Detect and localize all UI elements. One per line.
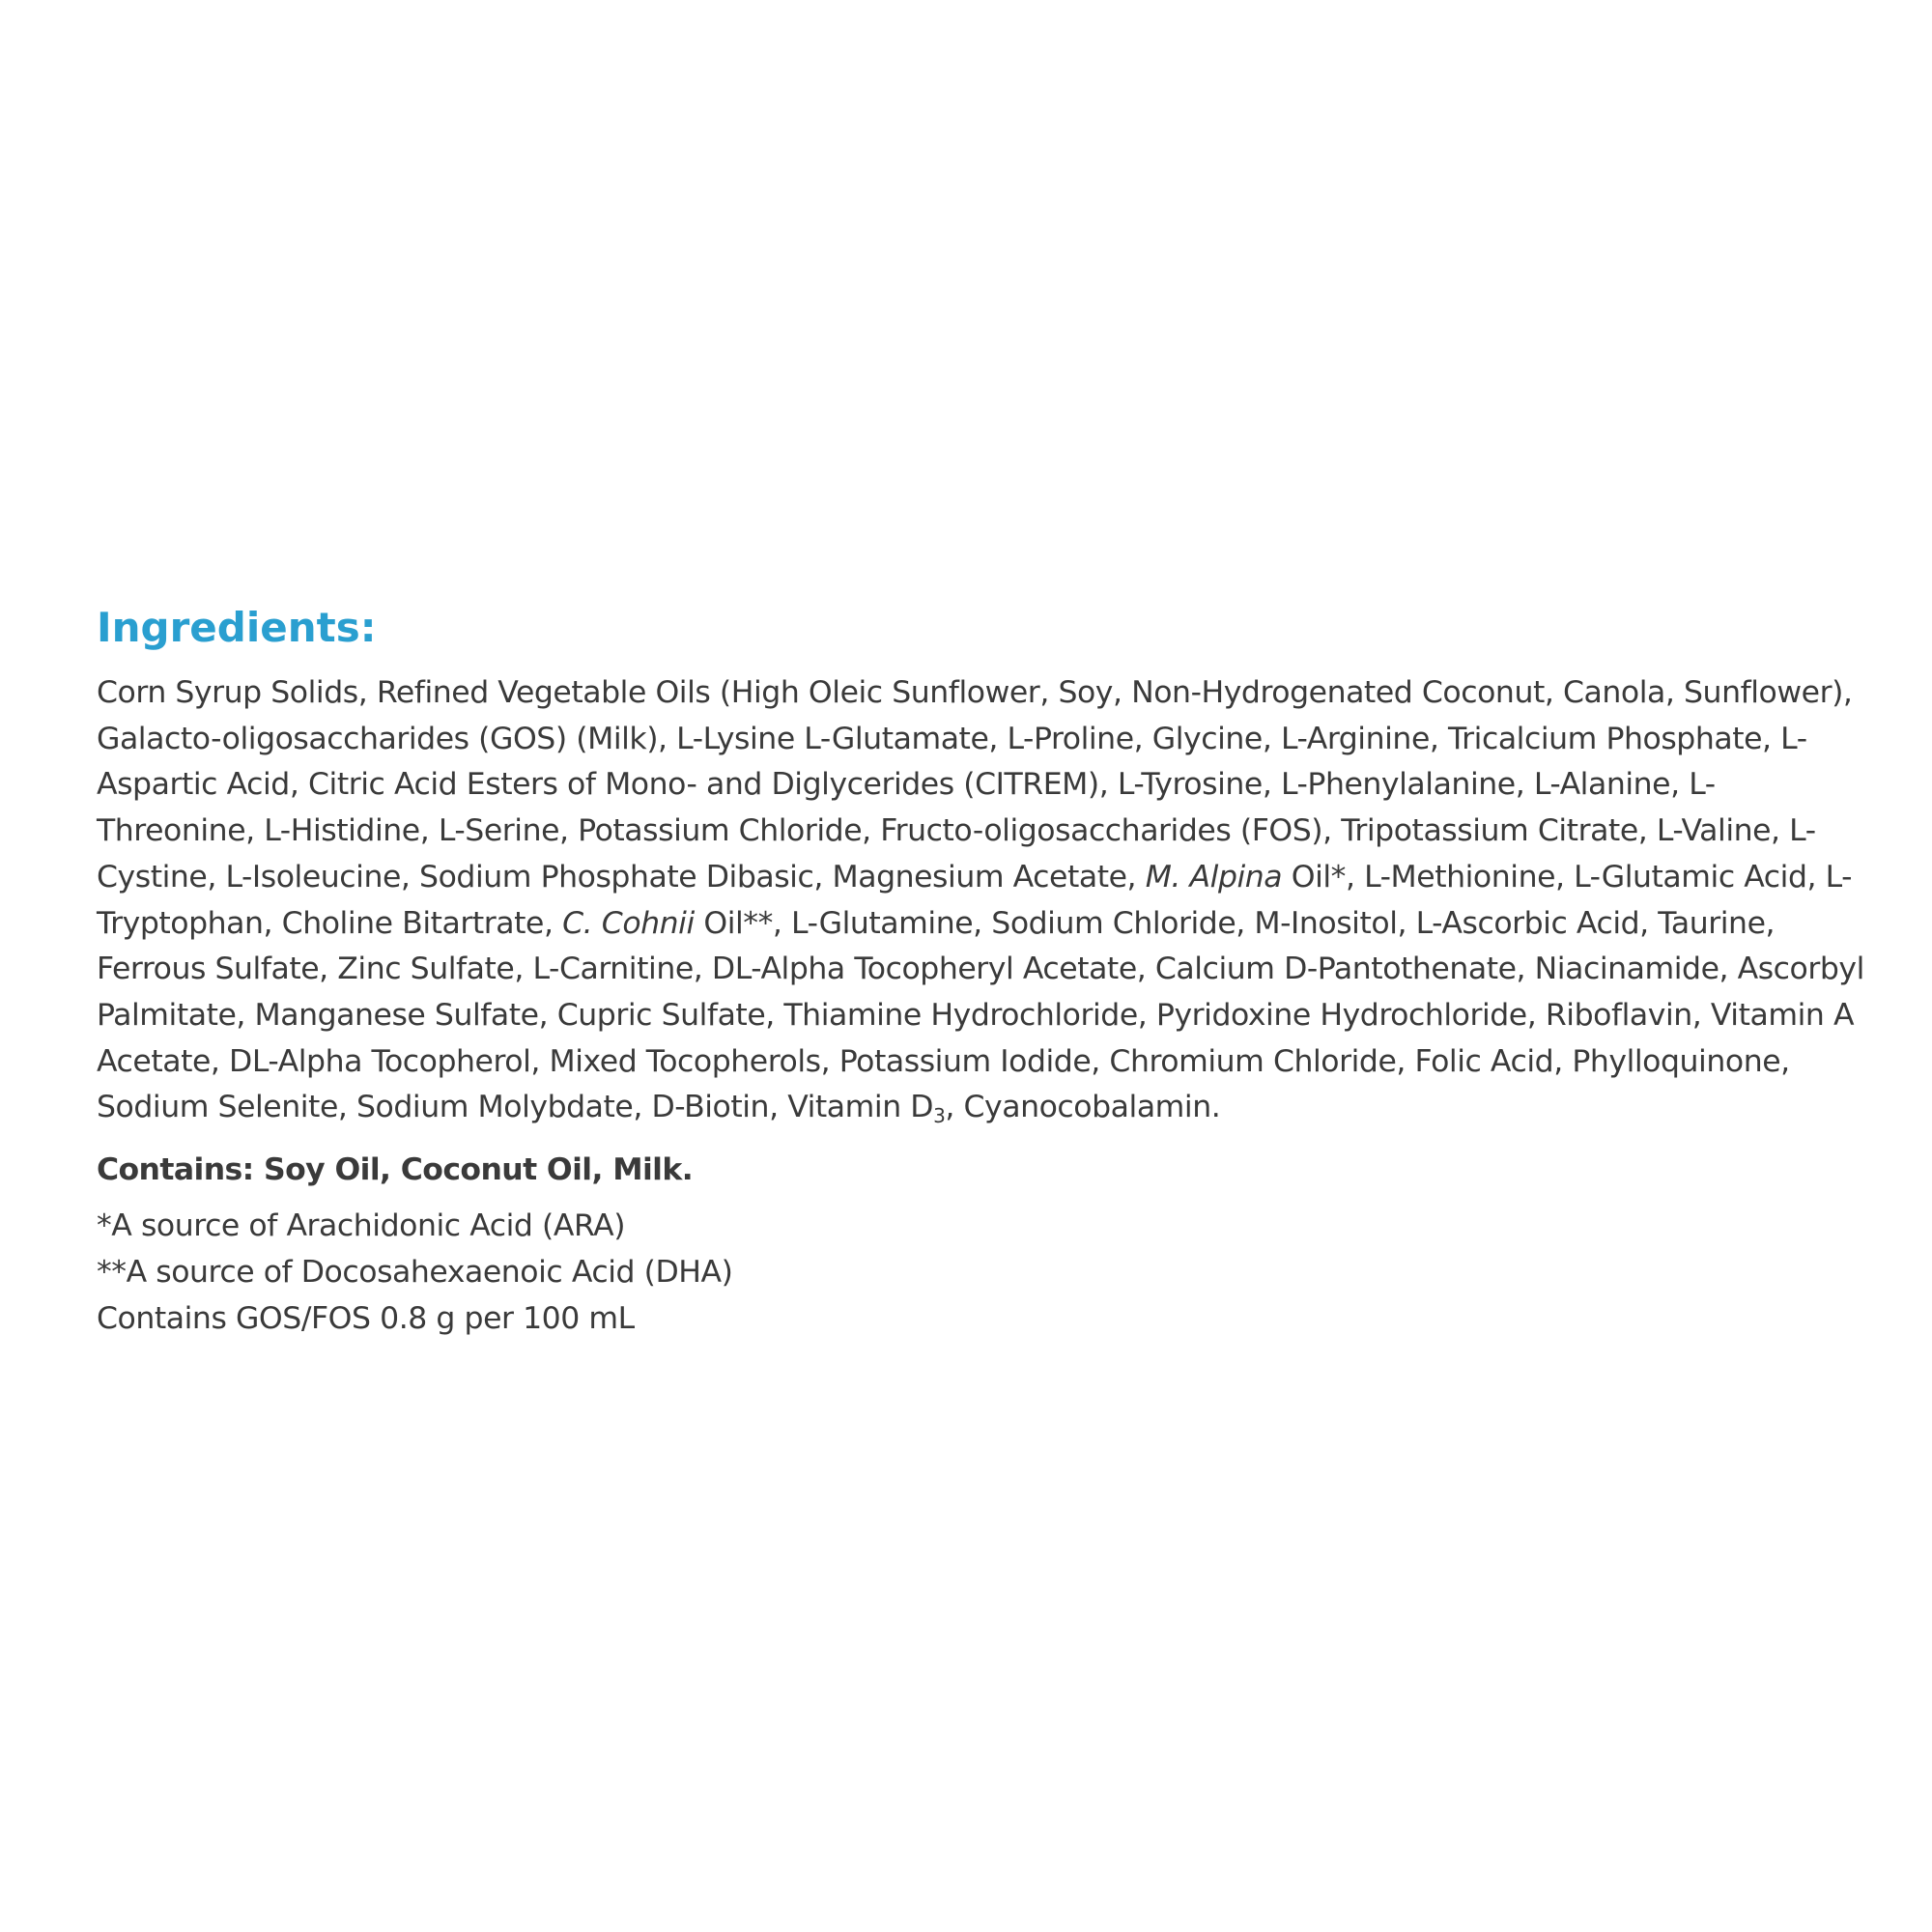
ingredients-text-part-4: , Cyanocobalamin. <box>945 1090 1221 1125</box>
ingredients-list <box>97 670 1864 1131</box>
ingredients-panel <box>97 601 1864 1342</box>
ingredients-text-part-2: Oil*, L-Methionine, L-Glutamic Acid, L-Tryptophan, Choline Bitartrate, <box>97 859 1853 941</box>
footnote-ara: *A source of Arachidonic Acid (ARA) <box>97 1208 626 1244</box>
footnote-dha: **A source of Docosahexaenoic Acid (DHA) <box>97 1255 733 1291</box>
ingredients-text-part-3: Oil**, L-Glutamine, Sodium Chloride, M-Inositol, L-Ascorbic Acid, Taurine, Ferrous Sulfate, Zinc Sulfate, L-Carnitine, DL-Alpha Tocopheryl Acetate, Calcium D-Pantothenate, Niacinamide, Ascorbyl Palmitate, Manganese Sulfate, Cupric Sulfate, Thiamine Hydrochloride, Pyridoxine Hydrochloride, Riboflavin, Vitamin A Acetate, DL-Alpha Tocopherol, Mixed Tocopherols, Potassium Iodide, Chromium Chloride, Folic Acid, Phylloquinone, Sodium Selenite, Sodium Molybdate, D-Biotin, Vitamin D <box>97 905 1864 1125</box>
vitamin-d-subscript: 3 <box>933 1104 946 1128</box>
c-cohnii-name: C. Cohnii <box>562 905 695 941</box>
ingredients-text-part-1: Corn Syrup Solids, Refined Vegetable Oils (High Oleic Sunflower, Soy, Non-Hydrogenated Coconut, Canola, Sunflower), Galacto-oligosaccharides (GOS) (Milk), L-Lysine L-Glutamate, L-Proline, Glycine, L-Arginine, Tricalcium Phosphate, L-Aspartic Acid, Citric Acid Esters of Mono- and Diglycerides (CITREM), L-Tyrosine, L-Phenylalanine, L-Alanine, L-Threonine, L-Histidine, L-Serine, Potassium Chloride, Fructo-oligosaccharides (FOS), Tripotassium Citrate, L-Valine, L-Cystine, L-Isoleucine, Sodium Phosphate Dibasic, Magnesium Acetate, <box>97 675 1853 895</box>
m-alpina-name: M. Alpina <box>1145 859 1283 895</box>
footnotes <box>97 1203 1864 1342</box>
allergen-statement: Contains: Soy Oil, Coconut Oil, Milk. <box>97 1152 694 1188</box>
ingredients-heading: Ingredients: <box>97 604 377 651</box>
gos-fos-content: Contains GOS/FOS 0.8 g per 100 mL <box>97 1301 635 1337</box>
